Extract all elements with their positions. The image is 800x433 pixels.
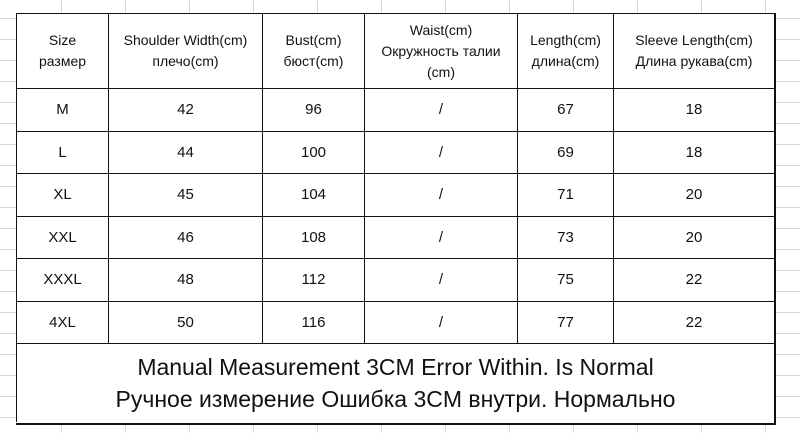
cell-bust: 100 xyxy=(263,131,365,174)
header-shoulder-width-line: Shoulder Width(cm) xyxy=(123,32,248,48)
header-sleeve-length-line: Sleeve Length(cm) xyxy=(635,32,753,48)
cell-bust: 96 xyxy=(263,89,365,132)
note-line-russian: Ручное измерение Ошибка 3CM внутри. Нормально xyxy=(115,386,676,412)
cell-size: L xyxy=(17,131,109,174)
cell-shoulder-width: 42 xyxy=(109,89,263,132)
header-sleeve-length xyxy=(614,14,775,89)
header-shoulder-width-line: плечо(cm) xyxy=(152,53,219,69)
header-bust-line: бюст(cm) xyxy=(283,53,344,69)
cell-sleeve-length: 22 xyxy=(614,259,775,302)
cell-length: 69 xyxy=(518,131,614,174)
table-row xyxy=(17,259,775,302)
cell-length: 73 xyxy=(518,216,614,259)
cell-sleeve-length: 18 xyxy=(614,89,775,132)
header-size-line: Size xyxy=(48,32,77,48)
size-table xyxy=(16,13,775,344)
cell-length: 75 xyxy=(518,259,614,302)
cell-shoulder-width: 44 xyxy=(109,131,263,174)
header-bust-line: Bust(cm) xyxy=(285,32,342,48)
table-row xyxy=(17,301,775,344)
header-row xyxy=(17,14,775,89)
cell-sleeve-length: 22 xyxy=(614,301,775,344)
header-size-line: размер xyxy=(38,53,87,69)
cell-length: 77 xyxy=(518,301,614,344)
cell-shoulder-width: 48 xyxy=(109,259,263,302)
cell-waist: / xyxy=(365,174,518,217)
cell-bust: 104 xyxy=(263,174,365,217)
cell-sleeve-length: 20 xyxy=(614,174,775,217)
table-row xyxy=(17,174,775,217)
header-size xyxy=(17,14,109,89)
table-row xyxy=(17,89,775,132)
note-line-english: Manual Measurement 3CM Error Within. Is Normal xyxy=(137,354,654,380)
measurement-note xyxy=(16,344,774,422)
cell-waist: / xyxy=(365,301,518,344)
header-length-line: Length(cm) xyxy=(530,32,601,48)
table-row xyxy=(17,216,775,259)
header-shoulder-width xyxy=(109,14,263,89)
cell-size: 4XL xyxy=(17,301,109,344)
cell-waist: / xyxy=(365,89,518,132)
cell-length: 67 xyxy=(518,89,614,132)
cell-size: XL xyxy=(17,174,109,217)
header-length xyxy=(518,14,614,89)
cell-waist: / xyxy=(365,131,518,174)
cell-sleeve-length: 20 xyxy=(614,216,775,259)
cell-size: XXXL xyxy=(17,259,109,302)
header-waist-line: Waist(cm) xyxy=(409,21,473,38)
header-bust xyxy=(263,14,365,89)
cell-size: M xyxy=(17,89,109,132)
cell-shoulder-width: 50 xyxy=(109,301,263,344)
cell-length: 71 xyxy=(518,174,614,217)
cell-sleeve-length: 18 xyxy=(614,131,775,174)
cell-bust: 112 xyxy=(263,259,365,302)
cell-bust: 108 xyxy=(263,216,365,259)
cell-waist: / xyxy=(365,259,518,302)
cell-size: XXL xyxy=(17,216,109,259)
cell-waist: / xyxy=(365,216,518,259)
header-sleeve-length-line: Длина рукава(cm) xyxy=(635,53,753,69)
cell-shoulder-width: 45 xyxy=(109,174,263,217)
header-length-line: длина(cm) xyxy=(531,53,600,69)
table-row xyxy=(17,131,775,174)
header-waist xyxy=(365,14,518,89)
size-chart xyxy=(16,13,776,425)
cell-shoulder-width: 46 xyxy=(109,216,263,259)
header-waist-line: (cm) xyxy=(427,63,455,80)
cell-bust: 116 xyxy=(263,301,365,344)
header-waist-line: Окружность талии xyxy=(381,42,501,59)
table-body xyxy=(17,89,775,344)
